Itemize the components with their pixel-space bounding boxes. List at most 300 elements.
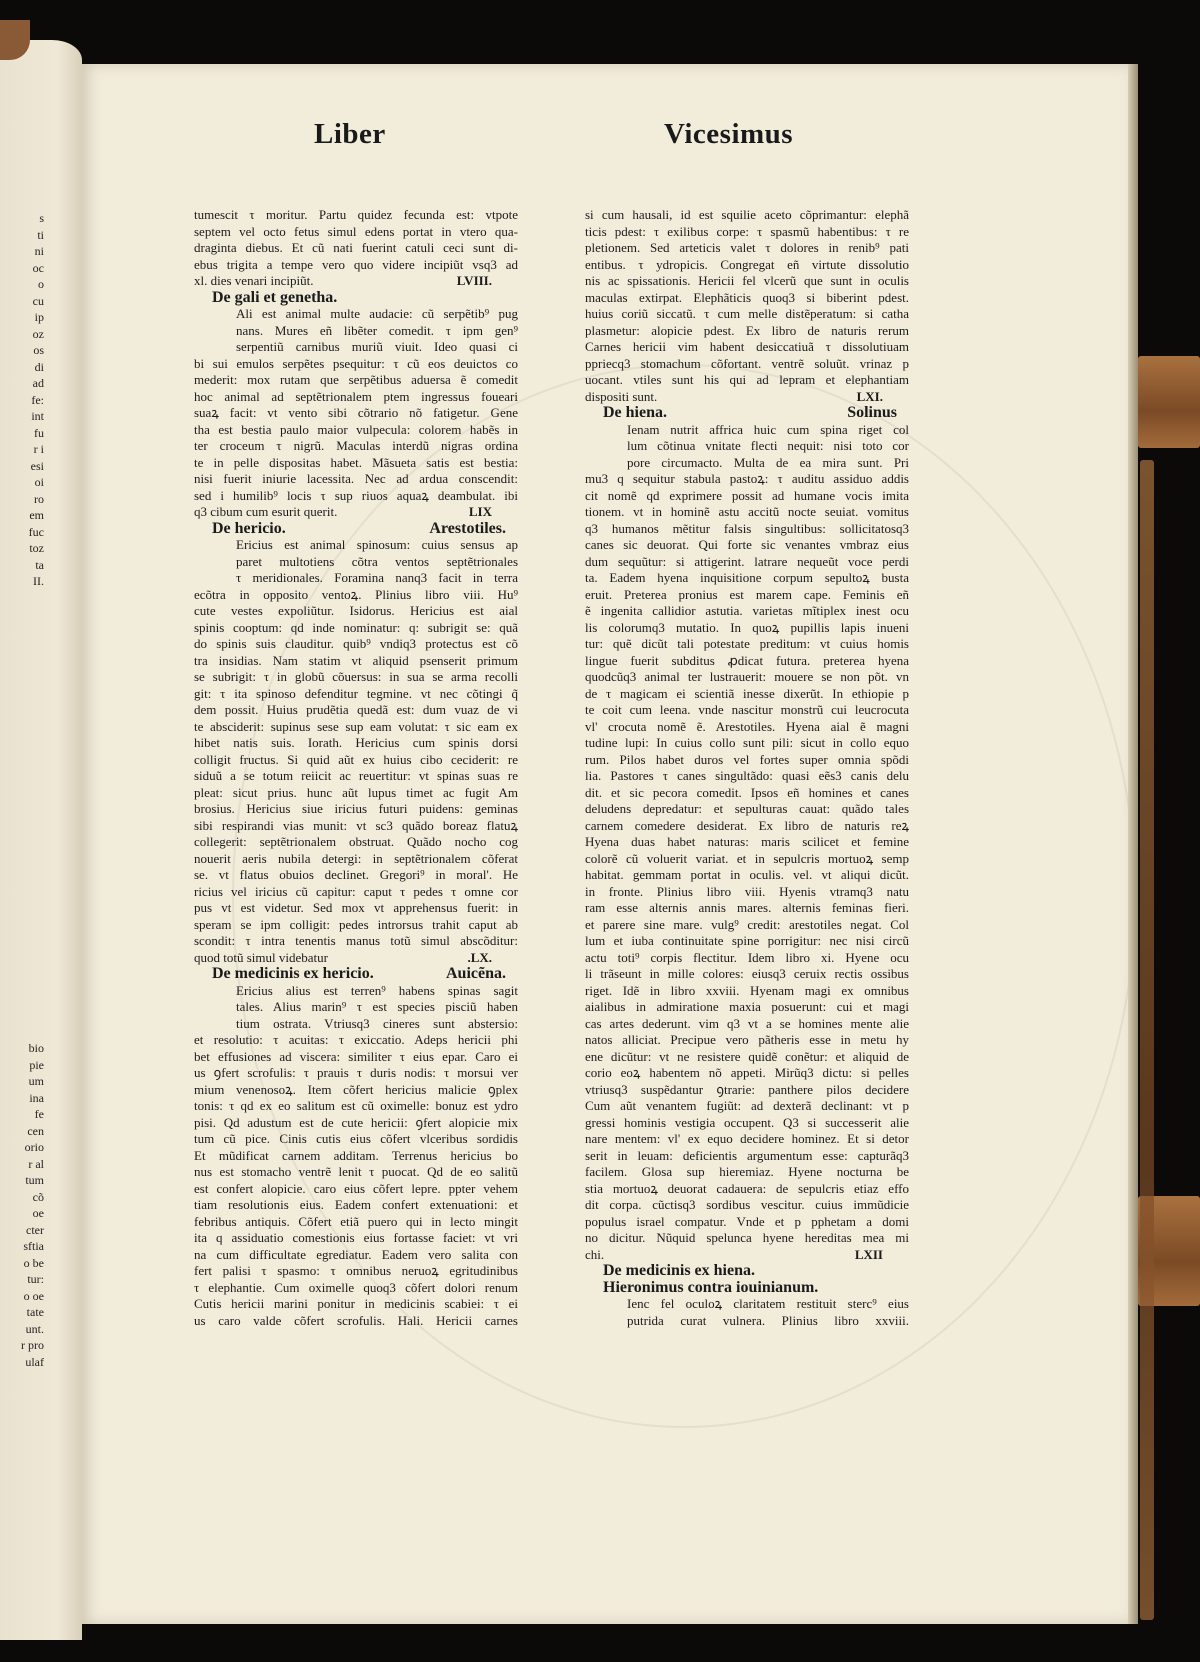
text-line — [194, 950, 518, 967]
text-line — [194, 1164, 518, 1181]
line-text: pus vt est videtur. Sed mox vt apprehensus fuerit: in — [194, 900, 518, 915]
text-line — [585, 1131, 909, 1148]
verso-fragment: cõ — [32, 1189, 44, 1204]
text-line — [585, 1032, 909, 1049]
text-line — [585, 306, 909, 323]
text-line — [194, 306, 518, 323]
line-text: ppriecq3 stomachum cõfortant. ventrẽ soluũt. vrinaz p — [585, 355, 909, 371]
line-text: ram esse alternis annis mares. alternis feminas fieri. — [585, 900, 909, 915]
line-text: actu toti⁹ corpis flectitur. Idem libro xi. Hyene ocu — [585, 949, 909, 965]
line-text: et parere sine mare. vulg⁹ credit: arestotiles negat. Col — [585, 916, 909, 932]
line-text: lis colorumq3 mutatio. In quoꝝ pupillis lapis inueni — [585, 619, 909, 635]
text-line — [585, 554, 909, 571]
line-text: habitat. gemmam portat in oculis. vel. vt aliqui dicũt. — [585, 867, 909, 882]
text-line — [194, 768, 518, 785]
line-text: ta. Eadem hyena inquisitione corpum sepultoꝝ busta — [585, 570, 909, 585]
text-line — [585, 1296, 909, 1313]
line-text: aialibus in admiratione maxia posuerunt: cui et magi — [585, 999, 909, 1014]
line-text: mederit: mox rutam que serpẽtibus aduersa ẽ comedit — [194, 372, 518, 387]
text-line — [194, 834, 518, 851]
text-line — [585, 1230, 909, 1247]
section-heading — [585, 405, 909, 422]
line-text: speram se ipm colligit: pedes introrsus trahit caput ab — [194, 916, 518, 932]
line-text: De medicinis ex hericio. — [212, 966, 374, 982]
text-line — [194, 785, 518, 802]
line-text: mium venenosoꝝ. Item cõfert hericius malicie ꝯplex — [194, 1081, 518, 1097]
text-line — [585, 983, 909, 1000]
line-text: pisi. Qd adustum est de cute hericii: ꝯfert alopicie mix — [194, 1114, 518, 1130]
verso-fragment: em — [29, 508, 44, 522]
chapter-number: LXII — [854, 1246, 883, 1262]
line-text: de τ magicam ei scientiã inesse dixerũt. In ethiopie p — [585, 685, 909, 701]
text-line — [585, 785, 909, 802]
line-text: te in pelle dispositas habet. Mãsueta satis est bestia: — [194, 454, 518, 470]
text-line — [585, 356, 909, 373]
text-line — [194, 339, 518, 356]
text-line — [194, 933, 518, 950]
line-text: serpentiũ carnibus muriũ viuit. Ideo quasi ci — [236, 339, 518, 354]
text-line — [194, 653, 518, 670]
leather-strap-upper — [1138, 356, 1200, 448]
line-text: entibus. τ ydropicis. Congregat eñ virtute dissolutio — [585, 256, 909, 272]
verso-fragment: orio — [24, 1140, 44, 1154]
text-line — [585, 339, 909, 356]
chapter-number: LVIII. — [456, 273, 492, 288]
text-line — [585, 999, 909, 1016]
verso-fragment: fu — [34, 425, 44, 440]
text-line — [194, 1280, 518, 1297]
text-line — [194, 1016, 518, 1033]
line-text: mu3 q sequitur stabula pastoꝝ: τ auditu assiduo addis — [585, 471, 909, 486]
text-line — [194, 1313, 518, 1330]
text-line — [585, 933, 909, 950]
left-page-verso — [0, 40, 82, 1640]
line-text: do spinis suis clauditur. quib⁹ vndiq3 protectus est cõ — [194, 636, 518, 651]
line-text: riget. Idẽ in libro xxviii. Hyenam magi ex omnibus — [585, 982, 909, 998]
line-text: De hiena. — [603, 405, 667, 421]
text-line — [194, 1131, 518, 1148]
line-text: carnem comedere desiderat. Ex libro de naturis reꝝ — [585, 817, 909, 833]
text-line — [194, 587, 518, 604]
line-text: Et mũdificat carnem additam. Terrenus hericius bo — [194, 1147, 518, 1163]
line-text: nare mentem: vl' ex equo decidere hominez. Et si detor — [585, 1131, 909, 1146]
line-text: na cum difficultate egrediatur. Eadem vero salita con — [194, 1246, 518, 1262]
text-line — [585, 620, 909, 637]
line-text: natos alliciat. Precipue vero pãtheris esse in metu hy — [585, 1032, 909, 1047]
line-text: nus est stomacho ventrẽ lenit τ puocat. Qd de eo salitũ — [194, 1164, 518, 1179]
text-line — [585, 1181, 909, 1198]
line-text: canes sic deuorat. Qui forte sic venantes vmbraz eius — [585, 537, 909, 552]
verso-fragment: ni — [34, 244, 44, 258]
line-text: febribus antiquis. Cõfert etiã puero qui in lecto mingit — [194, 1213, 518, 1229]
verso-fragment: r pro — [21, 1338, 44, 1352]
line-text: serit in leuam: deficientis argumentum esse: capturãq3 — [585, 1147, 909, 1163]
text-line — [585, 273, 909, 290]
line-text: ticis pdest: τ exilibus corpe: τ spasmũ habentibus: τ re — [585, 223, 909, 239]
line-text: pore circumacto. Multa de ea mira sunt. Pri — [627, 454, 909, 470]
text-line — [194, 1230, 518, 1247]
text-line — [194, 1247, 518, 1264]
line-text: vtriusq3 suspẽdantur ꝯtrarie: panthere pilos decidere — [585, 1081, 909, 1097]
text-line — [194, 719, 518, 736]
line-text: tium ostrata. Vtriusq3 cineres sunt abstersio: — [236, 1015, 518, 1031]
text-line — [585, 290, 909, 307]
text-line — [585, 438, 909, 455]
line-text: De medicinis ex hiena. — [603, 1263, 755, 1279]
line-text: corio eoꝝ habentem nõ appeti. Mirũq3 dictu: si pelles — [585, 1065, 909, 1080]
line-text: De hericio. — [212, 520, 286, 537]
line-text: li trãseunt in mille colores: eiusq3 ceruix rectis ossibus — [585, 966, 909, 981]
verso-fragment: II. — [33, 574, 44, 588]
text-line — [585, 966, 909, 983]
text-line — [585, 1197, 909, 1214]
text-line — [585, 768, 909, 785]
line-text: draginta diebus. Et cũ nati fuerint catuli ceci sunt di- — [194, 240, 518, 255]
verso-fragment: s — [39, 211, 44, 225]
text-line — [194, 801, 518, 818]
text-line — [194, 273, 518, 290]
line-text: nans. Mures eñ libẽter comedit. τ ipm gen⁹ — [236, 322, 518, 338]
line-text: xl. dies venari incipiũt. — [194, 273, 314, 288]
line-text: quodcũq3 animal ter lustrauerit: mouere se non põt. vn — [585, 669, 909, 684]
verso-fragment: int — [31, 409, 44, 423]
verso-fragment: os — [33, 343, 44, 357]
line-text: eruit. Preterea pronius est marem cape. Feminis eñ — [585, 586, 909, 602]
text-line — [585, 735, 909, 752]
line-text: rum. Pilos habet duros vel fortes super omnia spõdi — [585, 751, 909, 767]
text-line — [585, 686, 909, 703]
line-text: Ericius est animal spinosum: cuius sensus ap — [236, 537, 518, 552]
line-text: cit nomẽ qd exprimere possit ad humane vocis imita — [585, 487, 909, 503]
text-line — [194, 570, 518, 587]
text-line — [194, 1115, 518, 1132]
line-text: Ienc fel oculoꝝ claritatem restituit sterc⁹ eius — [627, 1296, 909, 1311]
line-text: tumescit τ moritur. Partu quidez fecunda est: vtpote — [194, 207, 518, 222]
text-line — [585, 603, 909, 620]
line-text: putrida curat vulnera. Plinius libro xxviii. — [627, 1312, 909, 1328]
line-text: dit. et sic pecora comedit. Ipsos eñ homines et canes — [585, 784, 909, 800]
source-author: Arestotiles. — [429, 520, 506, 537]
text-line — [585, 900, 909, 917]
line-text: in fronte. Plinius libro viii. Hyenis vtramq3 natu — [585, 883, 909, 899]
text-line — [194, 735, 518, 752]
line-text: Cutis hericii marini ponitur in medicinis scabiei: τ ei — [194, 1296, 518, 1311]
text-line — [194, 537, 518, 554]
line-text: nisi fuerit iniurie lacessita. Nec ad ardua conscendit: — [194, 471, 518, 486]
line-text: hoc animal ad septẽtrionalem ptem ingressus foueari — [194, 388, 518, 404]
line-text: ecõtra in opposito ventoꝝ. Plinius libro viii. Hu⁹ — [194, 586, 518, 602]
line-text: est confert alopicie. caro eius cõfert lepre. ppter vehem — [194, 1180, 518, 1196]
line-text: pleat: sicut prius. hunc aũt lupus timet ac fugit Am — [194, 784, 518, 800]
text-line — [585, 653, 909, 670]
line-text: paret multotiens cõtra ventos septẽtrionales — [236, 553, 518, 569]
verso-fragment: bio — [28, 1041, 44, 1055]
verso-fragment: tum — [25, 1173, 44, 1187]
line-text: ricius vel iricius cũ capitur: caput τ pedes τ omne cor — [194, 883, 518, 899]
line-text: chi. — [585, 1246, 605, 1262]
line-text: τ meridionales. Foramina nanq3 facit in terra — [236, 570, 518, 585]
text-line — [585, 950, 909, 967]
line-text: maculas extirpat. Elephãticis quoq3 si biberint pdest. — [585, 289, 909, 305]
text-line — [194, 389, 518, 406]
verso-fragment: fe: — [31, 392, 44, 407]
verso-fragment: pie — [29, 1057, 44, 1072]
line-text: tudine lupi: In cuius collo sunt pili: sicut in collo equo — [585, 735, 909, 750]
line-text: τ elephantie. Cum oximelle quoq3 cõfert dolori renum — [194, 1279, 518, 1295]
text-line — [585, 1049, 909, 1066]
verso-fragment: cter — [26, 1222, 44, 1237]
text-line — [585, 240, 909, 257]
line-text: plasmetur: alopicie pdest. Ex libro de naturis rerum — [585, 322, 909, 338]
line-text: ẽ ingenita callidior astutia. varietas mĩtiplex inest ocu — [585, 603, 909, 618]
line-text: collegerit: septẽtrionalem obstruat. Quãdo nocho cog — [194, 834, 518, 849]
line-text: tales. Alius marin⁹ τ est species pisciũ haben — [236, 999, 518, 1014]
text-line — [585, 702, 909, 719]
text-line — [194, 224, 518, 241]
verso-fragment: cu — [32, 293, 44, 308]
line-text: dispositi sunt. — [585, 388, 658, 404]
line-text: ebus trigita a tempe vero quo videre incipiũt vsq3 ad — [194, 256, 518, 272]
text-line — [585, 224, 909, 241]
line-text: lingue fuerit subditus ꝓdicat futura. preterea hyena — [585, 652, 909, 668]
text-line — [194, 1065, 518, 1082]
text-line — [194, 207, 518, 224]
line-text: deludens depredatur: et sepulturas cauat: quãdo tales — [585, 801, 909, 816]
text-line — [194, 240, 518, 257]
line-text: cas artes dederunt. vim q3 vt a se homines mente alie — [585, 1015, 909, 1031]
verso-fragment: tur: — [27, 1272, 44, 1286]
text-line — [194, 438, 518, 455]
verso-fragment: oe — [32, 1206, 44, 1220]
verso-fragment: fuc — [28, 524, 44, 539]
text-line — [585, 801, 909, 818]
text-line — [194, 356, 518, 373]
line-text: colligit fructus. Si quid aũt ex huius cibo ceciderit: re — [194, 751, 518, 767]
page-edge — [1128, 64, 1138, 1624]
line-text: tiam resolutionis eius. Eadem confert extenuationi: et — [194, 1197, 518, 1212]
line-text: spinis cooptum: qd inde nominatur: q: subrigit se: quã — [194, 619, 518, 635]
line-text: git: τ ita spinoso defenditur tegmine. vt nec cõtingi q̃ — [194, 685, 518, 701]
text-column-right — [585, 207, 909, 1329]
line-text: scondit: τ intra tenentis manus totũ simul abscõditur: — [194, 933, 518, 948]
line-text: lum cõtinua vnitate flecti nequit: nisi toto cor — [627, 438, 909, 453]
text-line — [585, 1082, 909, 1099]
line-text: septem vel octo fetus simul edens portat in vtero qua- — [194, 223, 518, 239]
line-text: vl' crocuta nomẽ ẽ. Arestotiles. Hyena aial ẽ magni — [585, 718, 909, 734]
text-line — [194, 422, 518, 439]
verso-fragment: ta — [35, 557, 44, 572]
line-text: tum cũ pice. Cinis cutis eius cõfert vlceribus sordidis — [194, 1131, 518, 1146]
line-text: si cum hausali, id est squilie aceto cõprimantur: elephã — [585, 207, 909, 222]
line-text: Hieronimus contra iouinianum. — [603, 1279, 819, 1296]
text-line — [194, 1098, 518, 1115]
verso-fragment: oi — [34, 475, 44, 489]
line-text: nis ac spissationis. Hericii fel vlcerũ que sunt in oculis — [585, 273, 909, 288]
section-heading — [194, 966, 518, 983]
text-line — [194, 851, 518, 868]
line-text: colorẽ cũ voluerit variat. et in sepulcris mortuoꝝ semp — [585, 850, 909, 866]
verso-fragment: o oe — [23, 1288, 44, 1303]
source-author: Auicẽna. — [446, 966, 506, 982]
text-line — [585, 884, 909, 901]
line-text: bi sui emulos serpẽtes psequitur: τ cũ eos deuictos co — [194, 355, 518, 371]
line-text: lia. Pastores τ canes singultãdo: quasi eẽs3 canis delu — [585, 768, 909, 783]
line-text: tur: quẽ dicũt tali potestate preditum: vt cuius homis — [585, 636, 909, 651]
text-line — [194, 867, 518, 884]
line-text: cute vestes expoliũtur. Isidorus. Hericius est aial — [194, 603, 518, 618]
text-line — [194, 1148, 518, 1165]
verso-fragment: um — [28, 1074, 44, 1088]
chapter-number: LXI. — [856, 388, 883, 404]
text-line — [585, 1313, 909, 1330]
line-text: dum sequũtur: si attigerint. latrare nequeũt voce perdi — [585, 553, 909, 569]
text-line — [194, 1263, 518, 1280]
line-text: populus israel compatur. Vnde et p pphetam a domi — [585, 1213, 909, 1229]
text-line — [194, 455, 518, 472]
verso-fragment: o be — [23, 1255, 44, 1270]
line-text: lum et iuba continuitate spine porrigitur: nec nisi circũ — [585, 933, 909, 948]
text-line — [194, 752, 518, 769]
text-line — [194, 554, 518, 571]
line-text: te coit cum leena. vnde nascitur monstrũ cui leucrocuta — [585, 702, 909, 717]
line-text: facilem. Glosa sup hieremiaz. Hyene nocturna be — [585, 1164, 909, 1179]
line-text: Cum aũt venantem fugiũt: ad dexterã declinant: vt p — [585, 1098, 909, 1113]
line-text: De gali et genetha. — [212, 289, 338, 306]
line-text: huius coriũ siccatũ. τ cum melle distẽperatum: si catha — [585, 306, 909, 321]
text-line — [585, 207, 909, 224]
verso-fragment: ulaf — [25, 1354, 44, 1369]
text-line — [585, 257, 909, 274]
text-line — [194, 818, 518, 835]
text-line — [585, 1016, 909, 1033]
line-text: tionem. vt in hominẽ astu accitũ nocte seuiat. vomitus — [585, 504, 909, 519]
text-line — [194, 471, 518, 488]
text-line — [194, 323, 518, 340]
verso-fragment: fe — [34, 1107, 44, 1121]
line-text: tra insidias. Nam statim vt aliquid psenserit primum — [194, 652, 518, 668]
text-line — [585, 323, 909, 340]
line-text: sed i humilib⁹ locis τ sup riuos aquaꝝ deambulat. ibi — [194, 487, 518, 503]
text-line — [585, 389, 909, 406]
text-line — [194, 488, 518, 505]
text-line — [194, 900, 518, 917]
text-line — [194, 686, 518, 703]
line-text: stia mortuoꝝ deuorat cadauera: de sepulcris etiaz effo — [585, 1180, 909, 1196]
text-line — [585, 1214, 909, 1231]
text-line — [585, 488, 909, 505]
verso-fragment: toz — [29, 541, 44, 555]
text-line — [194, 603, 518, 620]
verso-fragment: o — [38, 277, 44, 291]
text-line — [194, 884, 518, 901]
text-line — [585, 752, 909, 769]
verso-fragment: r al — [28, 1156, 44, 1171]
verso-fragment: ro — [34, 491, 44, 506]
line-text: q3 humanos mẽtitur falsis singultibus: sollicitatosq3 — [585, 520, 909, 536]
verso-fragment: oz — [32, 326, 44, 341]
text-line — [194, 1296, 518, 1313]
text-line — [585, 1098, 909, 1115]
line-text: tonis: τ qd ex eo salitum est cũ oximelle: bonuz est ydro — [194, 1098, 518, 1113]
verso-fragment: ti — [37, 227, 44, 242]
line-text: te absciderit: supinus sese sup eam volutat: τ sic eam ex — [194, 718, 518, 734]
text-line — [194, 1214, 518, 1231]
line-text: ene dicũtur: vt ne resistere quidẽ conẽtur: et aliquid de — [585, 1048, 909, 1064]
verso-fragment: ad — [32, 376, 44, 390]
text-line — [585, 818, 909, 835]
text-line — [585, 422, 909, 439]
text-line — [585, 504, 909, 521]
line-text: bet effusiones ad viscera: similiter τ eius epar. Caro ei — [194, 1048, 518, 1064]
text-line — [194, 669, 518, 686]
line-text: suaꝝ facit: vt vento sibi cõtrario nõ fatigetur. Gene — [194, 405, 518, 420]
text-line — [194, 917, 518, 934]
line-text: se subrigit: τ in globũ cõuersus: in sua se arma recolli — [194, 669, 518, 684]
text-column-left — [194, 207, 518, 1329]
line-text: q3 cibum cum esurit querit. — [194, 504, 338, 519]
line-text: siduũ a se totum reiicit ac reuertitur: vt spinas suas re — [194, 768, 518, 783]
verso-fragment: esi — [30, 458, 44, 473]
text-line — [194, 636, 518, 653]
line-text: hibet natis suis. Iorath. Hericius cum spinis dorsi — [194, 735, 518, 750]
text-line — [585, 851, 909, 868]
line-text: et resolutio: τ acuitas: τ exiccatio. Adeps hericii phi — [194, 1032, 518, 1047]
text-line — [585, 521, 909, 538]
text-line — [585, 1164, 909, 1181]
text-line — [585, 636, 909, 653]
line-text: us ꝯfert scrofulis: τ prauis τ duris nodis: τ morsui ver — [194, 1065, 518, 1080]
text-line — [585, 669, 909, 686]
verso-fragment: oc — [32, 260, 44, 275]
running-head-left: Liber — [314, 118, 386, 150]
text-line — [194, 620, 518, 637]
line-text: tha est bestia paulo maior vulpecula: colorem habẽs in — [194, 421, 518, 437]
text-line — [194, 1032, 518, 1049]
text-line — [194, 999, 518, 1016]
text-line — [585, 455, 909, 472]
line-text: Ienam nutrit affrica huic cum spina riget col — [627, 421, 909, 437]
line-text: se. vt flatus obuios declinet. Gregori⁹ in moral'. He — [194, 867, 518, 882]
text-line — [194, 1082, 518, 1099]
line-text: nouerit aeris nubila detergi: in septẽtrionalem cõferat — [194, 850, 518, 866]
line-text: no dicitur. Nũquid spelunca hyene hereditas mea mi — [585, 1230, 909, 1245]
text-line — [585, 537, 909, 554]
text-line — [194, 1049, 518, 1066]
chapter-number: LIX — [468, 504, 492, 519]
verso-fragment: tate — [26, 1305, 44, 1319]
text-line — [585, 372, 909, 389]
line-text: Ali est animal multe audacie: cũ serpẽtib⁹ pug — [236, 306, 518, 321]
verso-fragment: r i — [33, 442, 44, 456]
verso-fragment: unt. — [25, 1321, 44, 1336]
verso-fragment: ip — [34, 310, 44, 324]
source-author: Solinus — [847, 405, 897, 421]
line-text: gressi hominis vestigia occupent. Q3 si successerit alie — [585, 1114, 909, 1130]
line-text: Hyena duas habet naturas: maris scilicet et femine — [585, 834, 909, 849]
text-line — [194, 702, 518, 719]
book-binding-edge — [1140, 460, 1154, 1620]
text-line — [585, 1065, 909, 1082]
line-text: Carnes hericii vim habent desiccatiuã τ dissolutiuam — [585, 339, 909, 354]
line-text: uocant. vtiles sunt his qui ad lepram et elephantiam — [585, 372, 909, 387]
text-line — [194, 1197, 518, 1214]
line-text: sibi respirandi vias munit: vt sc3 quãdo boreaz flatuꝝ — [194, 817, 518, 833]
text-line — [194, 257, 518, 274]
line-text: ter croceum τ nigrũ. Maculas interdũ nigras ordina — [194, 438, 518, 453]
text-line — [585, 867, 909, 884]
text-line — [194, 1181, 518, 1198]
section-heading — [585, 1263, 909, 1280]
